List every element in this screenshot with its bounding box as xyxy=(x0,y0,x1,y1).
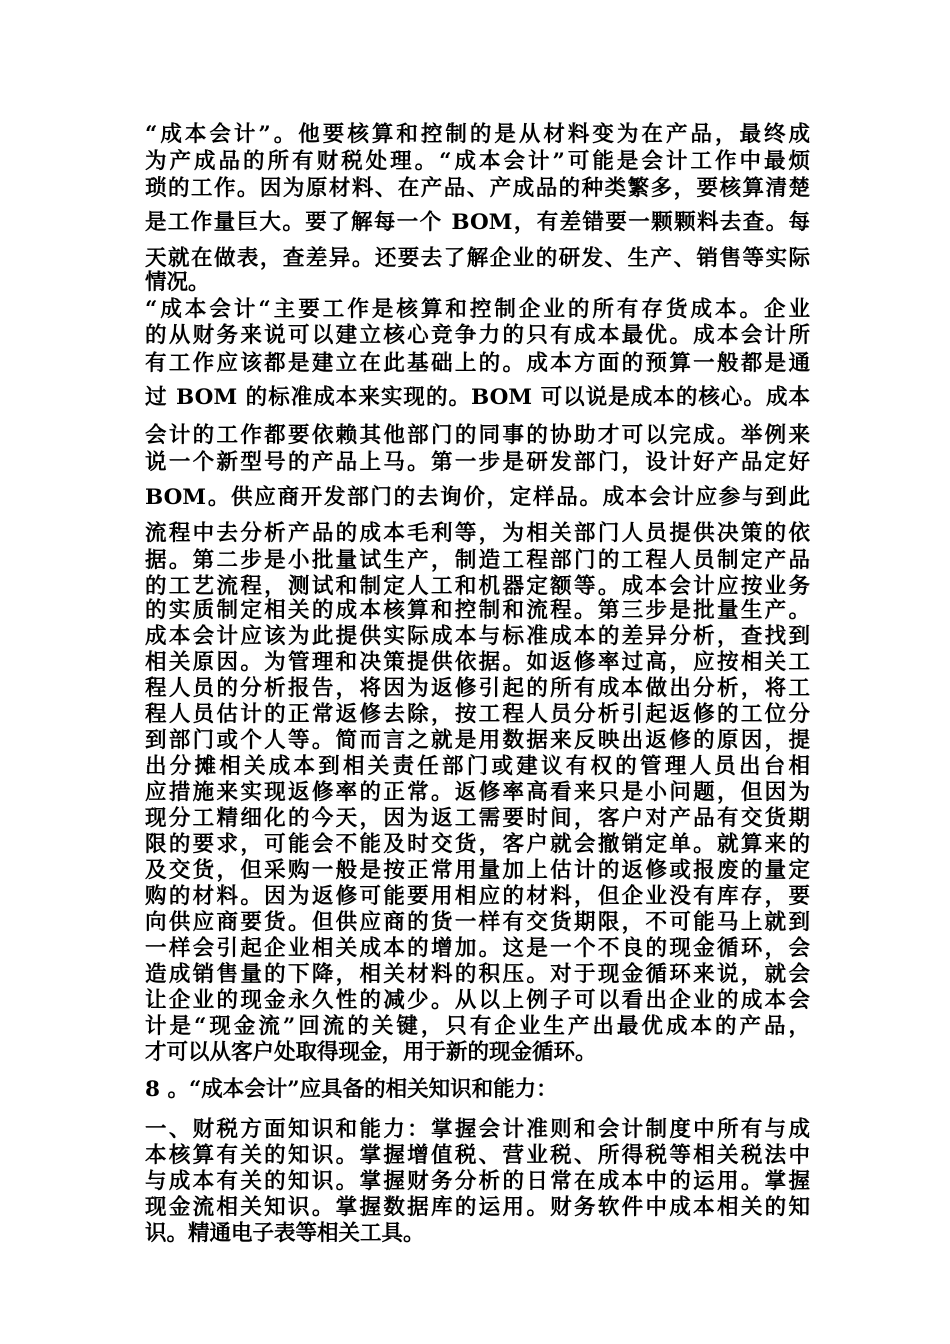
text-line: 程人员的分析报告，将因为返修引起的所有成本做出分析，将工 xyxy=(145,676,810,701)
text-line: 限的要求，可能会不能及时交货，客户就会撤销定单。就算来的 xyxy=(145,832,810,857)
text-line: 计是“现金流”回流的关键，只有企业生产出最优成本的产品， xyxy=(145,1014,810,1039)
text-line: 才可以从客户处取得现金，用于新的现金循环。 xyxy=(145,1040,597,1065)
text-line: 天就在做表，查差异。还要去了解企业的研发、生产、销售等实际 xyxy=(145,246,810,271)
text-line: 出分摊相关成本到相关责任部门或建议有权的管理人员出台相 xyxy=(145,754,810,779)
text-line: 购的材料。因为返修可能要用相应的材料，但企业没有库存，要 xyxy=(145,884,810,909)
text-line: 现分工精细化的今天，因为返工需要时间，客户对产品有交货期 xyxy=(145,806,810,831)
text-line: 一样会引起企业相关成本的增加。这是一个不良的现金循环，会 xyxy=(145,936,810,961)
text-line: 据。第二步是小批量试生产，制造工程部门的工程人员制定产品 xyxy=(145,548,810,573)
text-line: 相关原因。为管理和决策提供依据。如返修率过高，应按相关工 xyxy=(145,650,810,675)
text-line: 向供应商要货。但供应商的货一样有交货期限，不可能马上就到 xyxy=(145,910,810,935)
text-line: 成本会计应该为此提供实际成本与标准成本的差异分析，查找到 xyxy=(145,624,810,649)
text-line: 过 BOM 的标准成本来实现的。BOM 可以说是成本的核心。成本 xyxy=(145,385,810,410)
text-line: 会计的工作都要依赖其他部门的同事的协助才可以完成。举例来 xyxy=(145,423,810,448)
text-line: 为产成品的所有财税处理。“成本会计”可能是会计工作中最烦 xyxy=(145,149,810,174)
text-line: 到部门或个人等。简而言之就是用数据来反映出返修的原因，提 xyxy=(145,728,810,753)
text-line: 一、财税方面知识和能力：掌握会计准则和会计制度中所有与成 xyxy=(145,1117,810,1142)
text-line: 情况。 xyxy=(145,270,210,295)
text-line: “成本会计”。他要核算和控制的是从材料变为在产品，最终成 xyxy=(145,122,810,147)
text-line: 与成本有关的知识。掌握财务分析的日常在成本中的运用。掌握 xyxy=(145,1169,810,1194)
text-line: 有工作应该都是建立在此基础上的。成本方面的预算一般都是通 xyxy=(145,351,810,376)
text-line: BOM。供应商开发部门的去询价，定样品。成本会计应参与到此 xyxy=(145,485,810,510)
text-line: 琐的工作。因为原材料、在产品、产成品的种类繁多，要核算清楚 xyxy=(145,176,810,201)
text-line: 的工艺流程，测试和制定人工和机器定额等。成本会计应按业务 xyxy=(145,574,810,599)
text-line: 的实质制定相关的成本核算和控制和流程。第三步是批量生产。 xyxy=(145,598,810,623)
text-line: 流程中去分析产品的成本毛利等，为相关部门人员提供决策的依 xyxy=(145,521,810,546)
text-line: 的从财务来说可以建立核心竞争力的只有成本最优。成本会计所 xyxy=(145,323,810,348)
text-line: 识。精通电子表等相关工具。 xyxy=(145,1221,425,1246)
text-line: 及交货，但采购一般是按正常用量加上估计的返修或报废的量定 xyxy=(145,858,810,883)
text-line: 说一个新型号的产品上马。第一步是研发部门，设计好产品定好 xyxy=(145,450,810,475)
text-line: 让企业的现金永久性的减少。从以上例子可以看出企业的成本会 xyxy=(145,988,810,1013)
text-line: 现金流相关知识。掌握数据库的运用。财务软件中成本相关的知 xyxy=(145,1195,810,1220)
text-line: 是工作量巨大。要了解每一个 BOM，有差错要一颗颗料去查。每 xyxy=(145,210,810,235)
text-line: 造成销售量的下降，相关材料的积压。对于现金循环来说，就会 xyxy=(145,962,810,987)
text-line: “成本会计“主要工作是核算和控制企业的所有存货成本。企业 xyxy=(145,297,810,322)
text-line: 本核算有关的知识。掌握增值税、营业税、所得税等相关税法中 xyxy=(145,1143,810,1168)
text-line: 程人员估计的正常返修去除，按工程人员分析引起返修的工位分 xyxy=(145,702,810,727)
text-line: 应措施来实现返修率的正常。返修率高看来只是小问题，但因为 xyxy=(145,780,810,805)
section-heading: 8 。“成本会计”应具备的相关知识和能力： xyxy=(145,1077,558,1102)
